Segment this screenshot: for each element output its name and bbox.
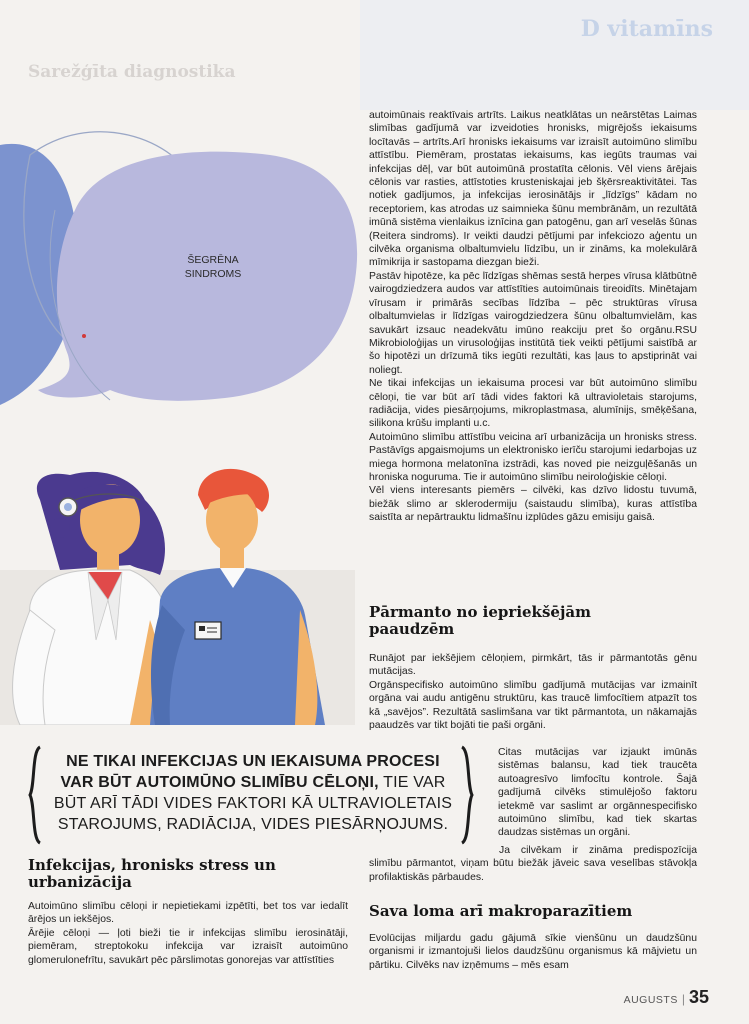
pull-quote-text <box>48 751 458 835</box>
doctors-illustration <box>0 100 365 725</box>
article-paragraph: autoimūnais reaktīvais artrīts. Laikus neatklātas un neārstētas Laimas slimības gadījumā var izveidoties hronisks, migrējošs iekaisums locītavās – artrīts.Arī hronisks iekaisums var izraisīt autoimūno slimību attīstību. Piemēram, prostatas iekaisums, kas iegūts traumas vai infekcijas dēļ, var būt autoimūnā prostatīta cēlonis. Vēl viens ārējais cēlonis var rasties, attīstoties krusteniskajai jeb šķērsreaktivitātei. Tas notiek gadījumos, ja infekcijas ierosinātājs ir „līdzīgs” kādam no receptoriem, kas atrodas uz saimnieka šūnu membrānām, un rezultātā imūnā sistēma vienlaikus iznīcina gan patogēnu, gan arī veselās šūnas (Reitera sindroms). Ir veikti daudzi pētījumi par infekciozo aģentu un cilvēka organisma olbaltumvielu līdzību, un ir zināms, ka molekulārā mīmikrija ir sastopama diezgan bieži. <box>369 110 697 269</box>
footer-month: AUGUSTS <box>623 994 678 1006</box>
article-paragraph: Ja cilvēkam ir zināma predispozīcija slimību pārmantot, viņam būtu biežāk jāveic sava veselības stāvokļa profilaktiskās pārbaudes. <box>369 845 697 883</box>
macroparasites-section <box>369 932 697 972</box>
right-bracket-icon <box>460 745 474 845</box>
article-paragraph: Citas mutācijas var izjaukt imūnās sistēmas balansu, kad tiek traucēta autoagresīvo limfocītu kontrole. Šajā gadījumā cilvēks stimulējošo faktoru ietekmē var saslimt ar orgānnespecifisko autoimūno slimību, kad tiek skartas daudzas sistēmas un orgāni. <box>498 747 697 839</box>
section-heading-macroparasites: Sava loma arī makroparazītiem <box>369 902 633 920</box>
pull-quote-bold: NE TIKAI INFEKCIJAS UN IEKAISUMA PROCESI VAR BŪT AUTOIMŪNO SLIMĪBU CĒLOŅI, <box>60 753 440 791</box>
article-paragraph: Orgānspecifisko autoimūno slimību gadījumā mutācijas var izmainīt orgāna vai audu antigēnu struktūru, kas traucē limfocītiem atpazīt tos kā „savējos”. Rezultātā saslimšana var tikt pārmantota, un nākamajās paaudzēs var tikt bojāti tie paši orgāni. <box>369 679 697 732</box>
bubble-label-line1: ŠEGRĒNA <box>187 254 239 266</box>
right-article-column <box>369 109 697 525</box>
article-paragraph: Vēl viens interesants piemērs – cilvēki, kas dzīvo lidostu tuvumā, biežāk slimo ar sklerodermiju (saistaudu slimība), kuras attīstība saistīta ar nepārtrauktu lidmašīnu izplūdes gāzu emisiju gaisā. <box>369 485 697 524</box>
article-paragraph: Autoimūno slimību cēloņi ir nepietiekami izpētīti, bet tos var iedalīt ārējos un iekšējos. <box>28 901 348 926</box>
article-paragraph: Pastāv hipotēze, ka pēc līdzīgas shēmas sestā herpes vīrusa klātbūtnē vairogdziedzera audos var attīstīties autoimūnais tireoidīts. Minētajam vīrusam ir primārās secības līdzība – pēc struktūras vīrusa olbaltumvielas ir līdzīgas vairogdziedzera šūnu olbaltumvielām, kas savukārt izsauc neadekvātu imūno reakciju pret šo orgānu.RSU Mikrobioloģijas un virusoloģijas institūtā tiek veikti pētījumi saistībā ar šo hipotēzi un drīzumā tiks iegūti rezultāti, kas ļaus to apstiprināt vai noliegt. <box>369 270 697 376</box>
section-heading-inheritance: Pārmanto no iepriekšējām paaudzēm <box>369 603 591 638</box>
pull-quote-regular: TIE VAR BŪT ARĪ TĀDI VIDES FAKTORI KĀ ULTRAVIOLETAIS STAROJUMS, RADIĀCIJA, VIDES PIESĀRŅOJUMS. <box>53 774 453 833</box>
inheritance-section-continued <box>498 746 697 840</box>
article-paragraph: Evolūcijas miljardu gadu gājumā sīkie vienšūnu un daudzšūnu organismi ir izmantojuši lielos daudzšūnu organismus kā mājvietu un pārtiku. Cilvēks nav izņēmums – mēs esam <box>369 933 697 971</box>
bubble-label-line2: SINDROMS <box>184 268 242 280</box>
section-heading-infections: Infekcijas, hronisks stress un urbanizācija <box>28 856 276 891</box>
ghost-heading-left: Sarežģīta diagnostika <box>28 62 236 82</box>
pull-quote <box>28 745 473 855</box>
left-bracket-icon <box>28 745 42 845</box>
article-paragraph: Ne tikai infekcijas un iekaisuma procesi var būt autoimūno slimību cēloņi, tie var būt arī tādi vides faktori kā ultravioletais starojums, radiācija, vides piesārņojums, mikroplastmasa, alumīnijs, smēķēšana, silikona krūšu implanti u.c. <box>369 378 697 430</box>
inheritance-section <box>369 652 697 732</box>
page-footer: AUGUSTS | 35 <box>623 987 709 1007</box>
article-paragraph: Ārējie cēloņi — ļoti bieži tie ir infekcijas slimību ierosinātāji, piemēram, streptokoku infekcija var izraisīt autoimūno glomerulonefrītu, savukārt pēc pārslimotas gonorejas var attīstīties <box>28 927 348 966</box>
left-article-column <box>28 900 348 967</box>
article-paragraph: Runājot par iekšējiem cēloņiem, pirmkārt, tās ir pārmantotās gēnu mutācijas. <box>369 653 697 678</box>
page-number: 35 <box>688 987 709 1007</box>
ghost-heading-top: D vitamīns <box>580 16 713 42</box>
female-doctor-figure <box>13 472 175 725</box>
article-paragraph: Autoimūno slimību attīstību veicina arī urbanizācija un hronisks stress. Pastāvīgs apgaismojums un elektronisko ierīču starojumi iedarbojas uz miega hormona melatonīna izstrādi, kas noved pie neizguļēšanās un hroniska noguruma. Tie ir autoimūno slimību neiroloģiskie cēloņi. <box>369 431 697 483</box>
